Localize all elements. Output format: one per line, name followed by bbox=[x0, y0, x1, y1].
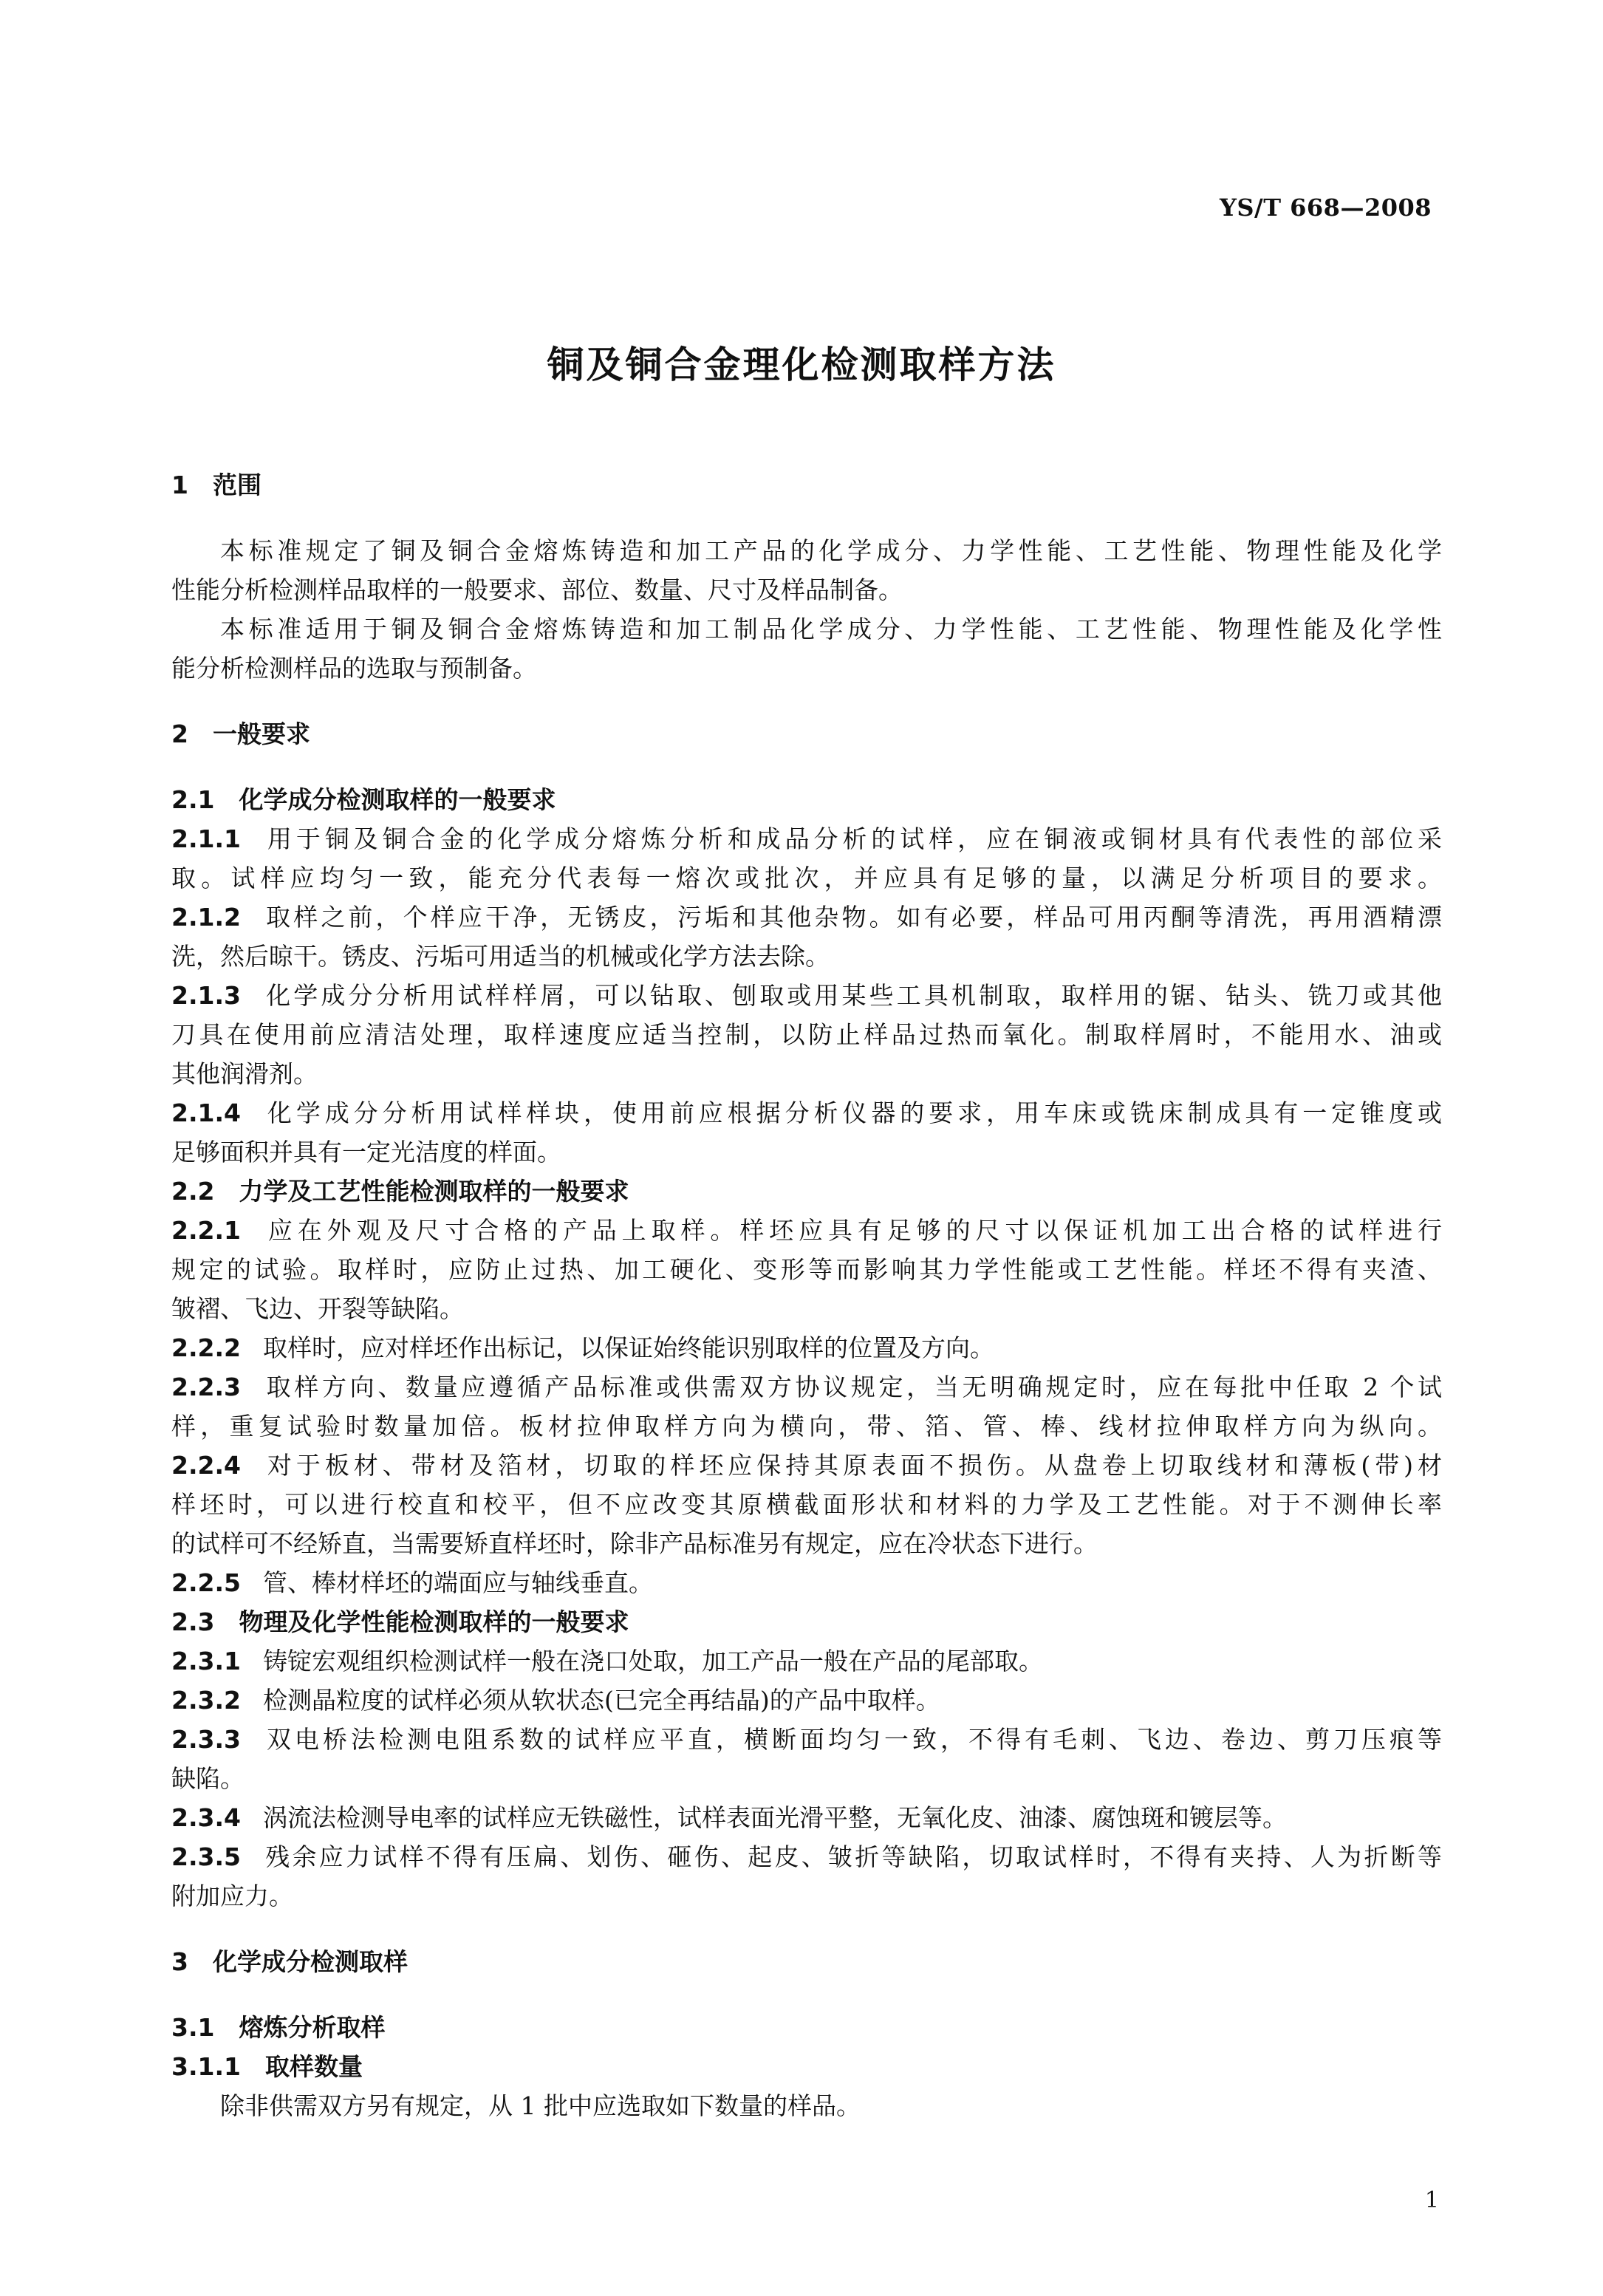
clause-number: 2.2.2 bbox=[171, 1333, 241, 1362]
paragraph-line: 的试样可不经矫直，当需要矫直样坯时，除非产品标准另有规定，应在冷状态下进行。 bbox=[171, 1529, 1098, 1558]
clause-line bbox=[171, 1798, 1442, 1837]
clause-line bbox=[171, 1446, 1442, 1485]
subsection-heading: 2.3 物理及化学性能检测取样的一般要求 bbox=[171, 1607, 629, 1636]
subsection-heading: 3.1.1 取样数量 bbox=[171, 2052, 363, 2081]
paragraph-line: 本标准适用于铜及铜合金熔炼铸造和加工制品化学成分、力学性能、工艺性能、物理性能及化学性 bbox=[220, 615, 1442, 643]
page-number: 1 bbox=[1424, 2187, 1439, 2213]
clause-line bbox=[171, 1328, 1442, 1367]
paragraph-line: 样，重复试验时数量加倍。板材拉伸取样方向为横向，带、箔、管、棒、线材拉伸取样方向为纵向。 bbox=[171, 1412, 1442, 1441]
paragraph-line: 足够面积并具有一定光洁度的样面。 bbox=[171, 1138, 561, 1166]
paragraph-line: 规定的试验。取样时，应防止过热、加工硬化、变形等而影响其力学性能或工艺性能。样坯不得有夹渣、 bbox=[171, 1255, 1442, 1284]
clause-line bbox=[171, 898, 1442, 937]
subsection-heading: 2.1 化学成分检测取样的一般要求 bbox=[171, 785, 556, 814]
clause-text: 铸锭宏观组织检测试样一般在浇口处取，加工产品一般在产品的尾部取。 bbox=[262, 1647, 1043, 1675]
clause-line bbox=[171, 1093, 1442, 1132]
paragraph-line: 附加应力。 bbox=[171, 1882, 293, 1910]
paragraph-line: 刀具在使用前应清洁处理，取样速度应适当控制，以防止样品过热而氧化。制取样屑时，不能用水、油或 bbox=[171, 1020, 1442, 1049]
clause-text: 双电桥法检测电阻系数的试样应平直，横断面均匀一致，不得有毛刺、飞边、卷边、剪刀压痕等 bbox=[262, 1725, 1442, 1754]
clause-text: 应在外观及尺寸合格的产品上取样。样坯应具有足够的尺寸以保证机加工出合格的试样进行 bbox=[262, 1216, 1442, 1245]
clause-number: 2.3.2 bbox=[171, 1686, 241, 1715]
clause-number: 2.3.1 bbox=[171, 1647, 241, 1675]
paragraph-line: 缺陷。 bbox=[171, 1764, 245, 1793]
section-heading: 1 范围 bbox=[171, 471, 262, 499]
clause-line bbox=[171, 976, 1442, 1015]
document-body bbox=[171, 465, 1442, 2125]
clause-line bbox=[171, 1367, 1442, 1407]
clause-number: 2.2.3 bbox=[171, 1373, 241, 1401]
paragraph-line: 除非供需双方另有规定，从 1 批中应选取如下数量的样品。 bbox=[220, 2091, 861, 2120]
clause-text: 对于板材、带材及箔材，切取的样坯应保持其原表面不损伤。从盘卷上切取线材和薄板(带)材 bbox=[262, 1451, 1442, 1480]
paragraph-line: 样坯时，可以进行校直和校平，但不应改变其原横截面形状和材料的力学及工艺性能。对于不测伸长率 bbox=[171, 1490, 1442, 1519]
clause-text: 取样方向、数量应遵循产品标准或供需双方协议规定，当无明确规定时，应在每批中任取 2 个试 bbox=[262, 1373, 1442, 1401]
section-heading: 3 化学成分检测取样 bbox=[171, 1947, 408, 1976]
clause-text: 用于铜及铜合金的化学成分熔炼分析和成品分析的试样，应在铜液或铜材具有代表性的部位采 bbox=[262, 824, 1442, 853]
paragraph-line: 其他润滑剂。 bbox=[171, 1059, 318, 1088]
subsection-heading: 2.2 力学及工艺性能检测取样的一般要求 bbox=[171, 1177, 629, 1206]
paragraph-line: 本标准规定了铜及铜合金熔炼铸造和加工产品的化学成分、力学性能、工艺性能、物理性能及化学 bbox=[220, 536, 1442, 565]
clause-text: 化学成分分析用试样样块，使用前应根据分析仪器的要求，用车床或铣床制成具有一定锥度或 bbox=[262, 1099, 1442, 1127]
section-heading: 2 一般要求 bbox=[171, 720, 310, 748]
clause-number: 2.2.5 bbox=[171, 1568, 241, 1597]
clause-number: 2.3.5 bbox=[171, 1842, 241, 1871]
clause-text: 取样之前，个样应干净，无锈皮，污垢和其他杂物。如有必要，样品可用丙酮等清洗，再用酒精漂 bbox=[262, 903, 1442, 932]
clause-line bbox=[171, 1681, 1442, 1720]
clause-line bbox=[171, 1837, 1442, 1876]
clause-line bbox=[171, 1720, 1442, 1759]
paragraph-line: 洗，然后晾干。锈皮、污垢可用适当的机械或化学方法去除。 bbox=[171, 942, 830, 971]
clause-line bbox=[171, 1563, 1442, 1602]
clause-text: 残余应力试样不得有压扁、划伤、砸伤、起皮、皱折等缺陷，切取试样时，不得有夹持、人为折断等 bbox=[262, 1842, 1442, 1871]
paragraph-line: 取。试样应均匀一致，能充分代表每一熔次或批次，并应具有足够的量，以满足分析项目的要求。 bbox=[171, 864, 1442, 892]
clause-text: 涡流法检测导电率的试样应无铁磁性，试样表面光滑平整，无氧化皮、油漆、腐蚀斑和镀层等。 bbox=[262, 1803, 1287, 1832]
clause-text: 管、棒材样坯的端面应与轴线垂直。 bbox=[262, 1568, 653, 1597]
clause-number: 2.1.4 bbox=[171, 1099, 241, 1127]
subsection-heading: 3.1 熔炼分析取样 bbox=[171, 2013, 386, 2042]
clause-text: 取样时，应对样坯作出标记，以保证始终能识别取样的位置及方向。 bbox=[262, 1333, 994, 1362]
clause-number: 2.2.4 bbox=[171, 1451, 241, 1480]
clause-line bbox=[171, 819, 1442, 858]
clause-line bbox=[171, 1641, 1442, 1681]
paragraph-line: 性能分析检测样品取样的一般要求、部位、数量、尺寸及样品制备。 bbox=[171, 575, 903, 604]
clause-number: 2.1.3 bbox=[171, 981, 241, 1010]
clause-number: 2.1.1 bbox=[171, 824, 241, 853]
paragraph-line: 能分析检测样品的选取与预制备。 bbox=[171, 654, 537, 683]
clause-number: 2.2.1 bbox=[171, 1216, 241, 1245]
document-title: 铜及铜合金理化检测取样方法 bbox=[547, 344, 1056, 386]
clause-text: 检测晶粒度的试样必须从软状态(已完全再结晶)的产品中取样。 bbox=[262, 1686, 940, 1715]
clause-number: 2.3.3 bbox=[171, 1725, 241, 1754]
standard-code: YS/T 668—2008 bbox=[1220, 194, 1432, 222]
clause-number: 2.3.4 bbox=[171, 1803, 241, 1832]
clause-number: 2.1.2 bbox=[171, 903, 241, 932]
paragraph-line: 皱褶、飞边、开裂等缺陷。 bbox=[171, 1294, 464, 1323]
clause-line bbox=[171, 1211, 1442, 1250]
clause-text: 化学成分分析用试样样屑，可以钻取、刨取或用某些工具机制取，取样用的锯、钻头、铣刀或其他 bbox=[262, 981, 1442, 1010]
